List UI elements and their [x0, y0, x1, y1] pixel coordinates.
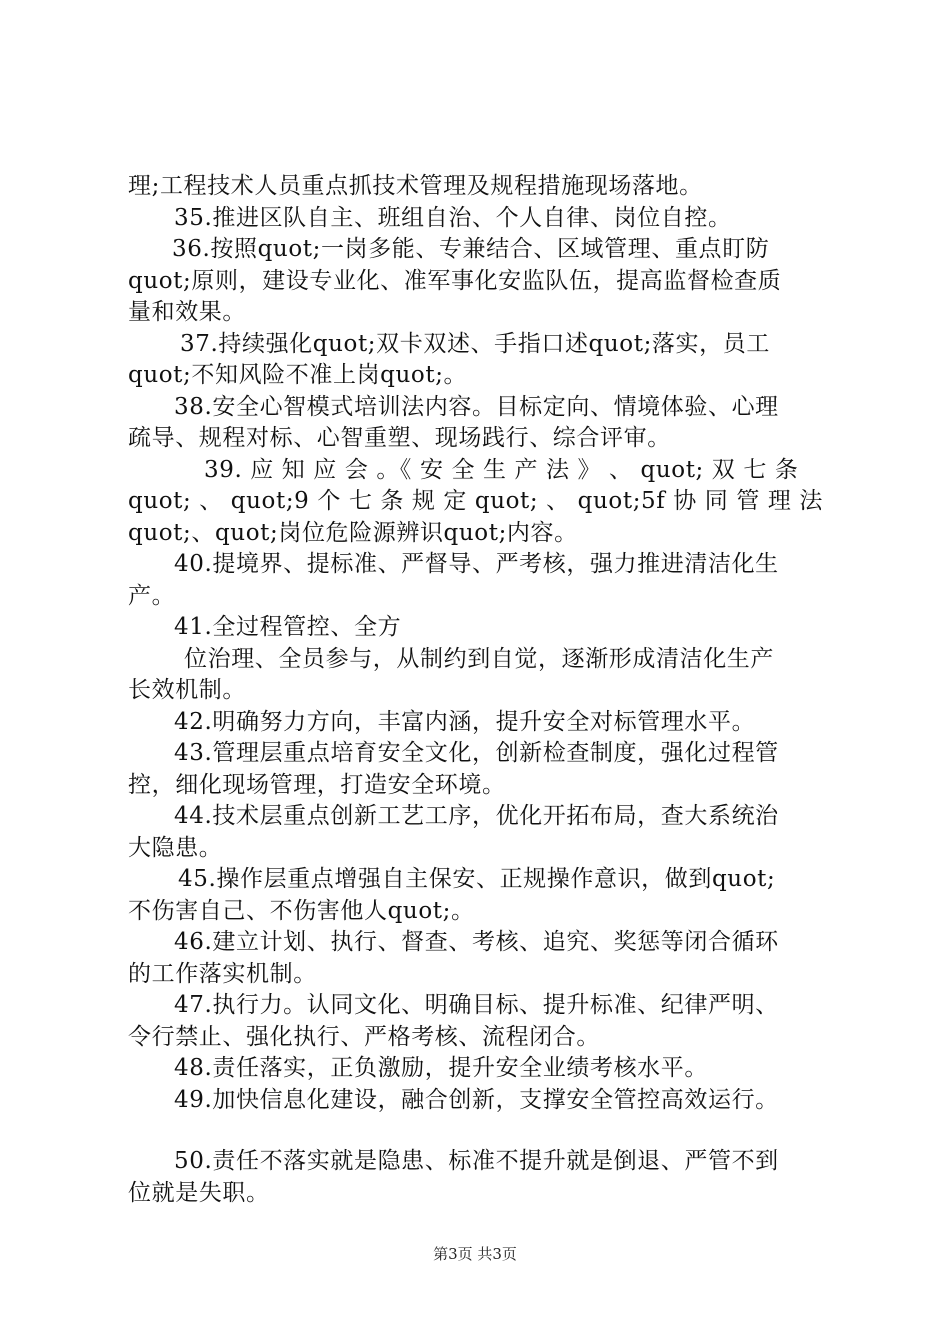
text-line: 量和效果。 [128, 299, 246, 325]
paragraph-46 [128, 927, 834, 990]
text-line: 令行禁止、强化执行、严格考核、流程闭合。 [128, 1023, 600, 1050]
text-line: 48.责任落实，正负激励，提升安全业绩考核水平。 [174, 1055, 708, 1081]
text-line: 39. 应 知 应 会 。《 安 全 生 产 法 》 、 quot; 双 七 条 [204, 456, 799, 483]
text-line: 41.全过程管控、全方 [174, 614, 402, 640]
paragraph-43 [128, 738, 834, 801]
paragraph-37 [128, 329, 834, 392]
text-line: quot;、quot;岗位危险源辨识quot;内容。 [128, 519, 578, 546]
text-line: 产。 [128, 582, 176, 609]
text-line: 37.持续强化quot;双卡双述、手指口述quot;落实，员工 [180, 330, 770, 357]
blank-line [128, 1116, 834, 1146]
paragraph-44 [128, 801, 834, 864]
text-line: 大隐患。 [128, 834, 223, 861]
text-line: 38.安全心智模式培训法内容。目标定向、情境体验、心理 [174, 393, 779, 420]
text-line: 35.推进区队自主、班组自治、个人自律、岗位自控。 [174, 204, 732, 231]
text-line: 42.明确努力方向，丰富内涵，提升安全对标管理水平。 [174, 708, 756, 735]
paragraph-47 [128, 990, 834, 1053]
text-line: quot; 、 quot;9 个 七 条 规 定 quot; 、 quot;5f 协 同 管 理 法 [128, 488, 823, 514]
text-line: 40.提境界、提标准、严督导、严考核，强力推进清洁化生 [174, 551, 779, 577]
page-number-label: 第3页 共3页 [433, 1245, 517, 1263]
text-line: 45.操作层重点增强自主保安、正规操作意识，做到quot; [178, 866, 776, 892]
paragraph-49 [128, 1085, 834, 1117]
paragraph-40 [128, 549, 834, 612]
page-footer [0, 1243, 950, 1264]
text-line: 50.责任不落实就是隐患、标准不提升就是倒退、严管不到 [174, 1148, 779, 1174]
text-line: 位治理、全员参与，从制约到自觉，逐渐形成清洁化生产 [184, 645, 774, 672]
paragraph-36 [128, 234, 834, 329]
paragraph-42 [128, 707, 834, 739]
text-line: 43.管理层重点培育安全文化，创新检查制度，强化过程管 [174, 740, 779, 766]
paragraph-48 [128, 1053, 834, 1085]
text-line: 控，细化现场管理，打造安全环境。 [128, 771, 506, 798]
paragraph-41-continued [128, 644, 834, 707]
text-line: 的工作落实机制。 [128, 960, 317, 987]
paragraph-35 [128, 203, 834, 235]
text-line: 47.执行力。认同文化、明确目标、提升标准、纪律严明、 [174, 992, 779, 1018]
text-line: 49.加快信息化建设，融合创新，支撑安全管控高效运行。 [174, 1086, 779, 1113]
text-line: 36.按照quot;一岗多能、专兼结合、区域管理、重点盯防 [172, 236, 770, 262]
paragraph-50 [128, 1146, 834, 1209]
text-line: quot;原则，建设专业化、准军事化安监队伍，提高监督检查质 [128, 267, 782, 294]
paragraph-38 [128, 392, 834, 455]
paragraph-39 [128, 455, 834, 550]
paragraph-45 [128, 864, 834, 927]
text-line: 理;工程技术人员重点抓技术管理及规程措施现场落地。 [128, 173, 703, 199]
text-line: 不伤害自己、不伤害他人quot;。 [128, 897, 475, 924]
text-line: 46.建立计划、执行、督查、考核、追究、奖惩等闭合循环 [174, 929, 779, 955]
document-body [128, 171, 834, 1209]
text-line: 疏导、规程对标、心智重塑、现场践行、综合评审。 [128, 425, 671, 451]
paragraph-continuation [128, 171, 834, 203]
text-line: 长效机制。 [128, 677, 246, 703]
paragraph-41 [128, 612, 834, 644]
text-line: 44.技术层重点创新工艺工序，优化开拓布局，查大系统治 [174, 803, 779, 829]
text-line: quot;不知风险不准上岗quot;。 [128, 362, 468, 388]
text-line: 位就是失职。 [128, 1179, 270, 1206]
